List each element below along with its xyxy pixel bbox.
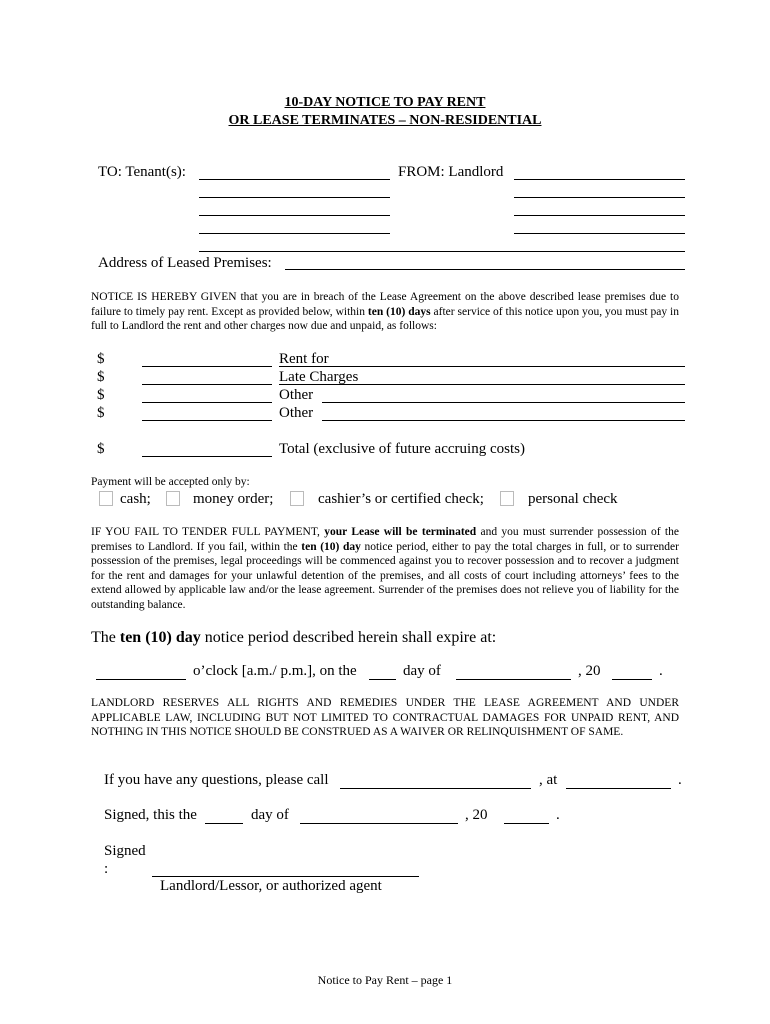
signature-colon: :: [104, 861, 109, 877]
other-label-1: Other: [279, 387, 314, 403]
dollar-sign: $: [97, 387, 105, 403]
signed-day-field[interactable]: [205, 823, 243, 824]
money-order-label: money order;: [193, 491, 274, 507]
signed-date-label: Signed, this the: [104, 807, 197, 823]
signed-year-field[interactable]: [504, 823, 549, 824]
money-order-checkbox[interactable]: [166, 491, 180, 506]
document-title-line1: 10-DAY NOTICE TO PAY RENT: [284, 95, 486, 110]
total-amount-field[interactable]: [142, 456, 272, 457]
personal-check-label: personal check: [528, 491, 618, 507]
expiry-statement: The ten (10) day notice period described herein shall expire at:: [91, 629, 497, 646]
expiry-day-of-label: day of: [403, 663, 441, 679]
address-field-2[interactable]: [285, 269, 685, 270]
questions-period: .: [678, 772, 682, 788]
oclock-label: o’clock [a.m./ p.m.], on the: [193, 663, 357, 679]
signature-field[interactable]: [152, 876, 419, 877]
tenant-name-field-4[interactable]: [199, 233, 390, 234]
document-title-line2: OR LEASE TERMINATES – NON-RESIDENTIAL: [228, 113, 542, 128]
signed-month-field[interactable]: [300, 823, 458, 824]
to-tenant-label: TO: Tenant(s):: [98, 164, 186, 180]
other-amount-field-1[interactable]: [142, 402, 272, 403]
questions-phone-field[interactable]: [566, 788, 671, 789]
signature-caption: Landlord/Lessor, or authorized agent: [160, 878, 382, 894]
expiry-year-label: , 20: [578, 663, 601, 679]
rent-for-label: Rent for: [279, 351, 329, 367]
other-description-field-2[interactable]: [322, 420, 685, 421]
expiry-year-field[interactable]: [612, 679, 652, 680]
address-field-1[interactable]: [199, 251, 685, 252]
signature-label: Signed: [104, 843, 146, 859]
dollar-sign: $: [97, 441, 105, 457]
address-label: Address of Leased Premises:: [98, 255, 272, 271]
tenant-name-field-3[interactable]: [199, 215, 390, 216]
reservation-paragraph: LANDLORD RESERVES ALL RIGHTS AND REMEDIES UNDER THE LEASE AGREEMENT AND UNDER APPLICABLE LAW, INCLUDING BUT NOT LIMITED TO CONTRACTUAL DAMAGES FOR UNPAID RENT, AND NOTHING IN THIS NOTICE SHOULD BE CONSTRUED AS A WAIVER OR RELINQUISHMENT OF SAME.: [91, 697, 679, 739]
dollar-sign: $: [97, 405, 105, 421]
payment-heading: Payment will be accepted only by:: [91, 476, 250, 488]
expiry-day-field[interactable]: [369, 679, 396, 680]
tenant-name-field-1[interactable]: [199, 179, 390, 180]
signed-period: .: [556, 807, 560, 823]
personal-check-checkbox[interactable]: [500, 491, 514, 506]
landlord-name-field-3[interactable]: [514, 215, 685, 216]
from-landlord-label: FROM: Landlord: [398, 164, 504, 180]
expiry-period: .: [659, 663, 663, 679]
page-footer: Notice to Pay Rent – page 1: [317, 973, 453, 987]
expiry-month-field[interactable]: [456, 679, 571, 680]
questions-name-field[interactable]: [340, 788, 531, 789]
landlord-name-field-2[interactable]: [514, 197, 685, 198]
cash-label: cash;: [120, 491, 151, 507]
notice-paragraph: NOTICE IS HEREBY GIVEN that you are in breach of the Lease Agreement on the above described lease premises due to failure to timely pay rent. Except as provided below, within ten (10) days after service of this notice upon you, you must pay in full to Landlord the rent and other charges now due and unpaid, as follows:: [91, 291, 679, 333]
questions-at-label: , at: [539, 772, 558, 788]
cash-checkbox[interactable]: [99, 491, 113, 506]
dollar-sign: $: [97, 351, 105, 367]
rent-amount-field[interactable]: [142, 366, 272, 367]
cashiers-check-checkbox[interactable]: [290, 491, 304, 506]
failure-paragraph: IF YOU FAIL TO TENDER FULL PAYMENT, your Lease will be terminated and you must surrender possession of the premises to Landlord. If you fail, within the ten (10) day notice period, either to pay the total charges in full, or to surrender possession of the premises, legal proceedings will be commenced against you to recover possession and to recover a judgment for the rent and damages for your unlawful detention of the premises, and all costs of court including attorneys’ fees to the extend allowed by applicable law and/or the lease agreement. Surrender of the premises does not relieve you of liability for the outstanding balance.: [91, 526, 679, 611]
signed-year-label: , 20: [465, 807, 488, 823]
cashiers-check-label: cashier’s or certified check;: [318, 491, 484, 507]
dollar-sign: $: [97, 369, 105, 385]
rent-for-field[interactable]: [279, 366, 685, 367]
other-amount-field-2[interactable]: [142, 420, 272, 421]
other-description-field-1[interactable]: [322, 402, 685, 403]
questions-label: If you have any questions, please call: [104, 772, 329, 788]
expiry-hour-field[interactable]: [96, 679, 186, 680]
late-charges-label: Late Charges: [279, 369, 359, 385]
signed-day-of-label: day of: [251, 807, 289, 823]
landlord-name-field-4[interactable]: [514, 233, 685, 234]
total-label: Total (exclusive of future accruing costs): [279, 441, 525, 457]
landlord-name-field-1[interactable]: [514, 179, 685, 180]
tenant-name-field-2[interactable]: [199, 197, 390, 198]
late-charges-amount-field[interactable]: [142, 384, 272, 385]
other-label-2: Other: [279, 405, 314, 421]
late-charges-field[interactable]: [279, 384, 685, 385]
